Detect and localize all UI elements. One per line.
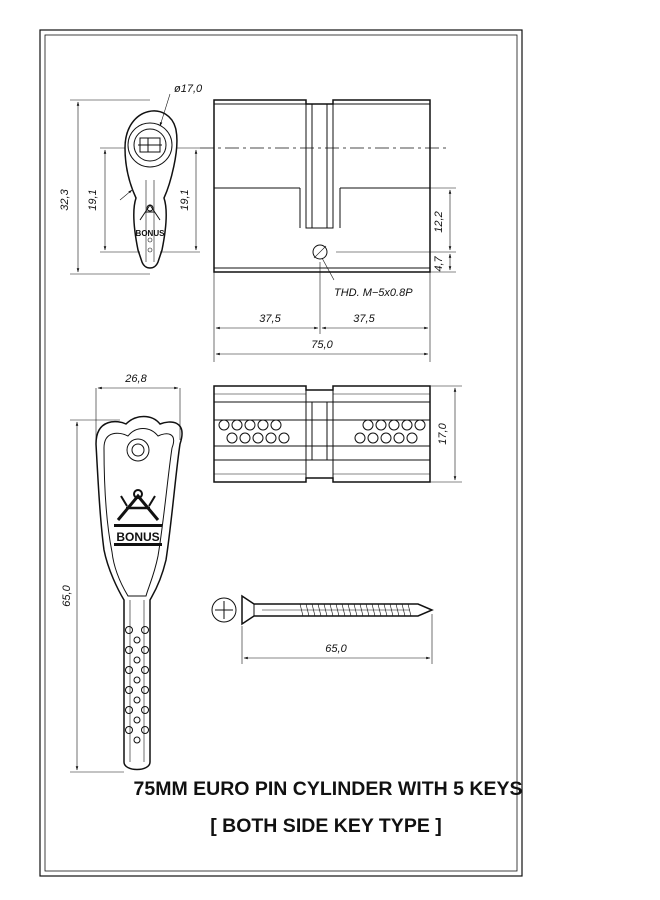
- key-dimple: [126, 687, 133, 694]
- dim-upper-right: 12,2: [433, 211, 445, 233]
- key-dimples: [126, 627, 149, 744]
- cylinder-profile-view: [59, 83, 203, 274]
- dim-height-profile-left: 19,1: [87, 189, 99, 211]
- logo-emblem-small: [140, 205, 160, 220]
- dim-total-length: 75,0: [311, 339, 333, 351]
- pin-hole: [271, 420, 281, 430]
- dim-key-length: 65,0: [61, 585, 73, 607]
- key-dimple: [142, 667, 149, 674]
- dim-lower-right: 4,7: [433, 256, 445, 272]
- dim-diameter: ø17,0: [174, 83, 203, 95]
- pin-hole: [407, 433, 417, 443]
- key-dimple: [134, 657, 140, 663]
- pin-hole: [389, 420, 399, 430]
- key-dimple: [134, 677, 140, 683]
- dim-key-head-width: 26,8: [125, 373, 147, 385]
- key-dimple: [142, 627, 149, 634]
- key-dimple: [142, 707, 149, 714]
- key-dimple: [134, 737, 140, 743]
- key-dimple: [142, 727, 149, 734]
- screw-drawing: [212, 596, 432, 664]
- dim-cylinder-height: 17,0: [437, 423, 449, 445]
- pin-hole: [227, 433, 237, 443]
- pin-hole: [394, 433, 404, 443]
- cylinder-side-view: [200, 100, 456, 362]
- key-dimple: [126, 647, 133, 654]
- pin-hole: [279, 433, 289, 443]
- inner-border: [45, 35, 517, 871]
- dim-right-half: 37,5: [353, 313, 375, 325]
- key-dimple: [142, 687, 149, 694]
- key-dimple: [126, 707, 133, 714]
- pin-hole: [232, 420, 242, 430]
- pin-hole: [266, 433, 276, 443]
- dim-height-profile-side: 19,1: [179, 189, 191, 211]
- key-dimple: [126, 727, 133, 734]
- key-dimple: [126, 667, 133, 674]
- pin-hole: [363, 420, 373, 430]
- key-dimple: [142, 647, 149, 654]
- key-dimple: [126, 627, 133, 634]
- pin-hole: [376, 420, 386, 430]
- dim-height-total: 32,3: [59, 189, 71, 211]
- pin-hole: [355, 433, 365, 443]
- pin-hole: [219, 420, 229, 430]
- dim-left-half: 37,5: [259, 313, 281, 325]
- pin-hole: [368, 433, 378, 443]
- key-dimple: [134, 637, 140, 643]
- pin-hole: [402, 420, 412, 430]
- key-dimple: [134, 717, 140, 723]
- pin-hole: [381, 433, 391, 443]
- pin-hole: [253, 433, 263, 443]
- dim-screw-length: 65,0: [325, 643, 347, 655]
- pin-hole: [240, 433, 250, 443]
- outer-border: [40, 30, 522, 876]
- key-brand-text: BONUS: [116, 530, 160, 544]
- title-line-1: 75MM EURO PIN CYLINDER WITH 5 KEYS: [133, 778, 523, 800]
- pin-holes-left: [219, 420, 289, 443]
- title-line-2: [ BOTH SIDE KEY TYPE ]: [210, 815, 442, 837]
- thread-note: THD. M−5x0.8P: [334, 287, 413, 299]
- pin-holes-right: [355, 420, 425, 443]
- pin-hole: [245, 420, 255, 430]
- cylinder-top-view: [214, 386, 462, 482]
- key-drawing: [61, 373, 182, 772]
- small-logo-text: BONUS: [135, 229, 165, 238]
- pin-hole: [258, 420, 268, 430]
- key-dimple: [134, 697, 140, 703]
- pin-hole: [415, 420, 425, 430]
